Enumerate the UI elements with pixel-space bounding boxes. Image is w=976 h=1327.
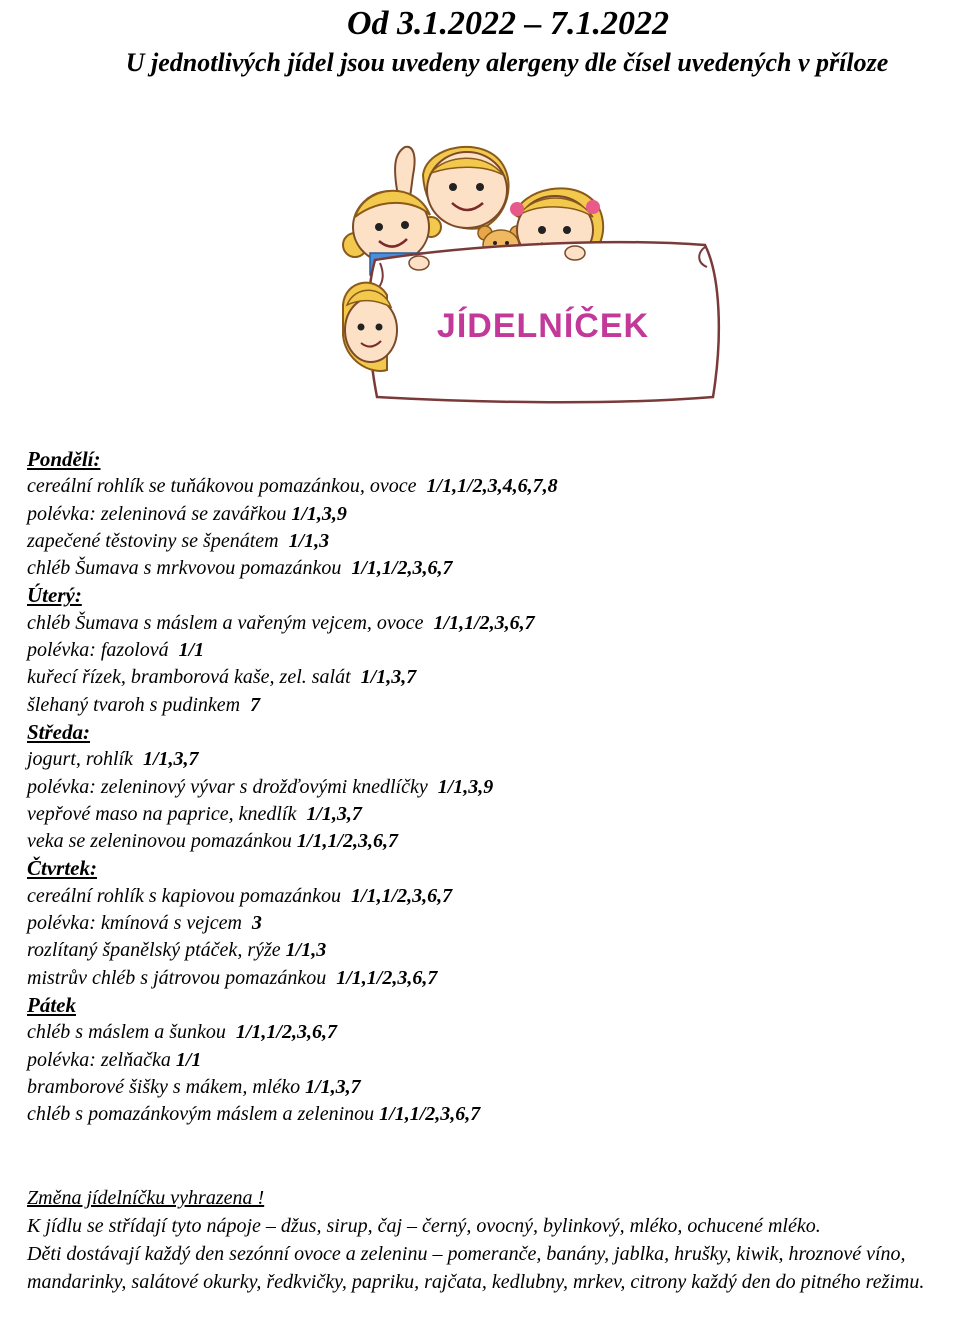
day-heading: Čtvrtek: xyxy=(27,856,97,881)
menu-item-allergens: 1/1,3,7 xyxy=(306,802,362,825)
notes-section xyxy=(27,1184,962,1296)
menu-item xyxy=(27,637,957,664)
menu-item-allergens: 3 xyxy=(251,912,262,935)
menu-item xyxy=(27,664,957,691)
menu-item-text: polévka: zeleninový vývar s drožďovými knedlíčky xyxy=(27,775,438,798)
menu-item-text: vepřové maso na paprice, knedlík xyxy=(27,802,307,825)
menu-item-allergens: 1/1,3,9 xyxy=(437,775,494,798)
menu-item-text: kuřecí řízek, bramborová kaše, zel. salát xyxy=(27,666,361,689)
menu-item xyxy=(27,746,957,773)
menu-item-text: veka se zeleninovou pomazánkou xyxy=(27,830,297,853)
menu-item xyxy=(27,1101,957,1128)
weekly-menu xyxy=(27,446,957,1128)
menu-item-allergens: 1/1 xyxy=(178,639,205,662)
menu-item-allergens: 1/1,1/2,3,6,7 xyxy=(351,884,453,907)
menu-item xyxy=(27,692,957,719)
menu-item-allergens: 1/1,3 xyxy=(288,529,330,552)
menu-item-allergens: 1/1,1/2,3,4,6,7,8 xyxy=(426,475,558,498)
menu-item-allergens: 1/1,1/2,3,6,7 xyxy=(336,966,438,989)
logo-text: JÍDELNÍČEK xyxy=(436,307,650,345)
menu-item-allergens: 1/1,3,9 xyxy=(291,502,347,525)
menu-item xyxy=(27,1074,957,1101)
menu-item-allergens: 1/1,1/2,3,6,7 xyxy=(296,830,399,853)
menu-item xyxy=(27,555,957,582)
menu-item-text: mistrův chléb s játrovou pomazánkou xyxy=(27,966,337,989)
menu-item xyxy=(27,910,957,937)
menu-item-allergens: 7 xyxy=(250,693,261,716)
day-heading: Úterý: xyxy=(27,583,82,608)
menu-item xyxy=(27,501,957,528)
page-subtitle: U jednotlivých jídel jsou uvedeny alergeny dle čísel uvedených v příloze xyxy=(125,48,889,77)
menu-item-text: chléb Šumava s mrkvovou pomazánkou xyxy=(27,557,352,580)
menu-item xyxy=(27,1047,957,1074)
menu-item xyxy=(27,528,957,555)
menu-item xyxy=(27,801,957,828)
menu-item-text: polévka: zeleninová se zavářkou xyxy=(27,502,292,525)
menu-item xyxy=(27,1019,957,1046)
menu-item-allergens: 1/1,3,7 xyxy=(360,666,417,689)
menu-item-text: cereální rohlík s kapiovou pomazánkou xyxy=(27,884,352,907)
menu-item-allergens: 1/1,1/2,3,6,7 xyxy=(235,1021,337,1044)
menu-item-text: polévka: kmínová s vejcem xyxy=(27,912,252,935)
menu-item xyxy=(27,473,957,500)
menu-item-text: cereální rohlík se tuňákovou pomazánkou, ovoce xyxy=(27,475,427,498)
menu-item xyxy=(27,610,957,637)
menu-item-allergens: 1/1,3,7 xyxy=(142,748,199,771)
menu-item-allergens: 1/1,3 xyxy=(285,939,327,962)
menu-item xyxy=(27,965,957,992)
menu-item xyxy=(27,774,957,801)
menu-item-text: chléb s pomazánkovým máslem a zeleninou xyxy=(27,1103,380,1126)
kid-center-icon xyxy=(423,147,509,229)
menu-item-text: jogurt, rohlík xyxy=(27,748,143,771)
day-heading: Středa: xyxy=(27,719,90,744)
menu-item-text: rozlítaný španělský ptáček, rýže xyxy=(27,939,286,962)
menu-item-text: bramborové šišky s mákem, mléko xyxy=(27,1075,306,1098)
jidelnicek-logo xyxy=(335,135,725,407)
menu-item-allergens: 1/1,1/2,3,6,7 xyxy=(351,557,453,580)
fruit-note: Děti dostávají každý den sezónní ovoce a zeleninu – pomeranče, banány, jablka, hrušky, kiwik, hroznové víno, mandarinky, salátové okurky, ředkvičky, papriku, rajčata, kedlubny, mrkev, citrony každý den do pitného režimu. xyxy=(27,1243,925,1293)
menu-item-text: šlehaný tvaroh s pudinkem xyxy=(27,693,251,716)
drinks-note: K jídlu se střídají tyto nápoje – džus, sirup, čaj – černý, ovocný, bylinkový, mléko, ochucené mléko. xyxy=(27,1215,821,1237)
menu-item xyxy=(27,937,957,964)
menu-item-text: chléb s máslem a šunkou xyxy=(27,1021,236,1044)
menu-item-allergens: 1/1 xyxy=(175,1048,202,1071)
menu-item-allergens: 1/1,1/2,3,6,7 xyxy=(433,611,535,634)
menu-item-text: polévka: zelňačka xyxy=(27,1048,176,1071)
menu-item xyxy=(27,883,957,910)
change-notice: Změna jídelníčku vyhrazena ! xyxy=(27,1187,265,1209)
menu-item-text: polévka: fazolová xyxy=(27,639,179,662)
page-title: Od 3.1.2022 – 7.1.2022 xyxy=(346,5,670,42)
menu-item-allergens: 1/1,3,7 xyxy=(305,1075,361,1098)
menu-item xyxy=(27,828,957,855)
menu-item-allergens: 1/1,1/2,3,6,7 xyxy=(379,1103,481,1126)
menu-item-text: chléb Šumava s máslem a vařeným vejcem, ovoce xyxy=(27,611,434,634)
day-heading: Pondělí: xyxy=(27,447,101,471)
day-heading: Pátek xyxy=(27,992,76,1017)
menu-item-text: zapečené těstoviny se špenátem xyxy=(27,529,289,552)
